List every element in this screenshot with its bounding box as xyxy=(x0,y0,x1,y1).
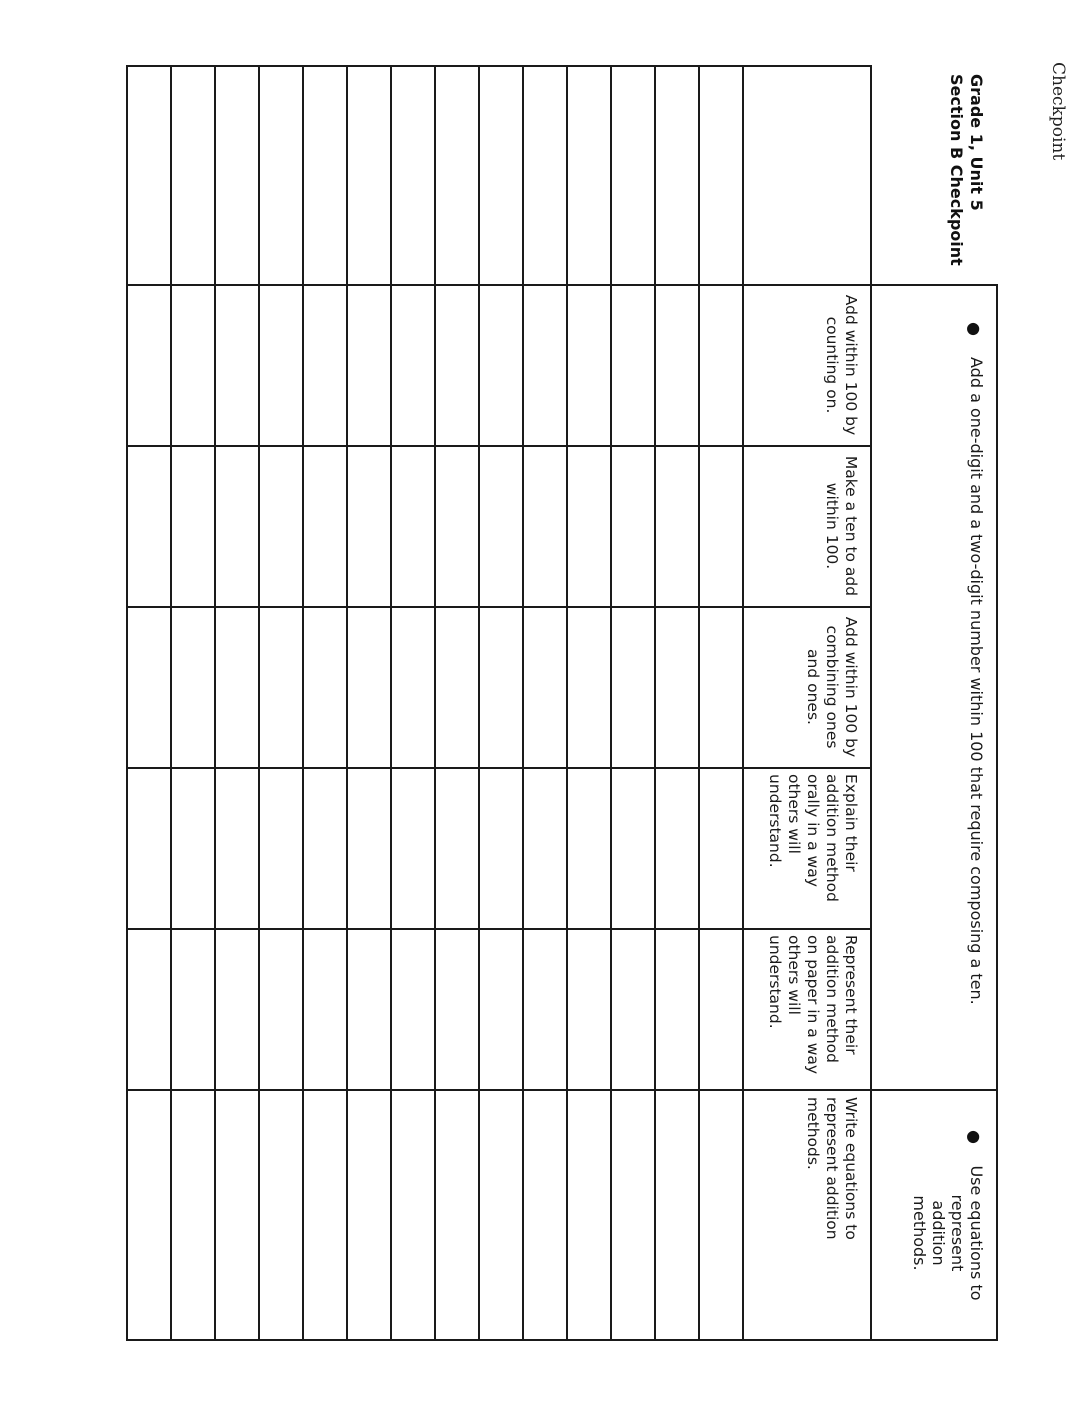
table-row-divider xyxy=(302,65,304,1341)
table-row-divider xyxy=(654,65,656,1341)
table-row-divider xyxy=(346,65,348,1341)
table-border-top xyxy=(996,284,998,1341)
table-row-divider xyxy=(478,65,480,1341)
table-row-divider xyxy=(214,65,216,1341)
table-col-divider xyxy=(126,284,998,286)
table-col-divider xyxy=(126,1089,998,1091)
table-row-divider xyxy=(390,65,392,1341)
table-row-divider xyxy=(566,65,568,1341)
criterion-4: Explain their addition method orally in a way others will understand. xyxy=(766,774,860,902)
checkpoint-title: Grade 1, Unit 5 Section B Checkpoint xyxy=(947,74,986,266)
criterion-3: Add within 100 by combining ones and ones. xyxy=(804,616,860,758)
table-row-divider xyxy=(170,65,172,1341)
criterion-1: Add within 100 by counting on. xyxy=(823,294,860,436)
table-col-divider xyxy=(126,928,872,930)
goal-bullet: ● xyxy=(965,322,984,336)
learning-goal-1: Add a one-digit and a two-digit number within 100 that require composing a ten. xyxy=(967,357,986,1005)
criterion-6: Write equations to represent addition methods. xyxy=(804,1097,860,1240)
table-row-divider xyxy=(522,65,524,1341)
criterion-2: Make a ten to add within 100. xyxy=(823,455,860,597)
goal-bullet: ● xyxy=(965,1130,984,1144)
table-border-right xyxy=(126,1339,998,1341)
table-col-divider xyxy=(126,606,872,608)
table-border-left xyxy=(126,65,872,67)
page-header: Checkpoint xyxy=(1048,62,1068,161)
table-row-divider xyxy=(434,65,436,1341)
table-col-divider xyxy=(126,445,872,447)
table-row-divider xyxy=(698,65,700,1341)
table-row-divider xyxy=(742,65,744,1341)
table-row-divider xyxy=(258,65,260,1341)
table-row-divider xyxy=(610,65,612,1341)
table-border-bottom xyxy=(126,65,128,1341)
criterion-5: Represent their addition method on paper in a way others will understand. xyxy=(766,935,860,1075)
learning-goal-2: Use equations to represent addition methods. xyxy=(910,1165,986,1301)
table-header-divider xyxy=(870,65,872,1341)
table-col-divider xyxy=(126,767,872,769)
